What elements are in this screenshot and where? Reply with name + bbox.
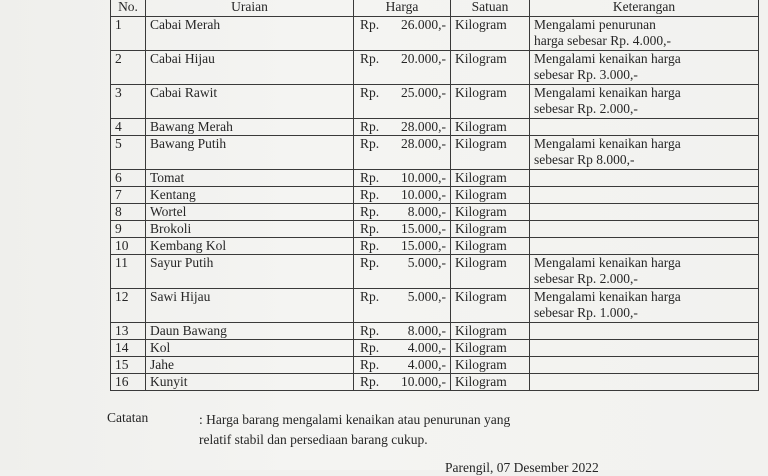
row-price [354,85,451,119]
row-currency: Rp. [360,238,380,253]
row-unit: Kilogram [451,51,530,85]
row-price [354,289,451,323]
row-price [354,136,451,170]
row-price [354,221,451,238]
row-note-line1: Mengalami kenaikan harga [534,51,681,66]
table-row [111,357,759,374]
row-no: 3 [111,85,146,119]
row-no: 16 [111,374,146,391]
row-currency: Rp. [360,289,380,304]
row-no: 6 [111,170,146,187]
row-item: Sayur Putih [146,255,354,289]
row-price-value: 28.000,- [401,119,446,134]
row-note-line2: sebesar Rp. 2.000,- [534,271,638,286]
row-note-line2: sebesar Rp. 2.000,- [534,101,638,116]
header-note: Keterangan [530,0,759,17]
row-note [530,323,759,340]
row-price [354,17,451,51]
row-no: 14 [111,340,146,357]
row-price [354,374,451,391]
row-price-value: 4.000,- [407,357,446,372]
header-item: Uraian [146,0,354,17]
row-price [354,323,451,340]
table-row [111,17,759,51]
row-item: Bawang Putih [146,136,354,170]
row-unit: Kilogram [451,119,530,136]
row-price [354,51,451,85]
row-note [530,187,759,204]
row-currency: Rp. [360,340,380,355]
table-row [111,204,759,221]
place-date: Parengil, 07 Desember 2022 [445,460,599,475]
row-currency: Rp. [360,85,380,100]
row-item: Cabai Hijau [146,51,354,85]
row-unit: Kilogram [451,187,530,204]
row-item: Cabai Rawit [146,85,354,119]
row-no: 11 [111,255,146,289]
row-item: Kembang Kol [146,238,354,255]
row-price-value: 4.000,- [407,340,446,355]
row-note [530,357,759,374]
table-row [111,170,759,187]
header-price: Harga [354,0,451,17]
row-unit: Kilogram [451,17,530,51]
row-unit: Kilogram [451,221,530,238]
row-price-value: 10.000,- [401,187,446,202]
table-row [111,85,759,119]
row-unit: Kilogram [451,136,530,170]
row-price-value: 20.000,- [401,51,446,66]
row-no: 9 [111,221,146,238]
row-price-value: 28.000,- [401,136,446,151]
row-currency: Rp. [360,119,380,134]
row-price [354,170,451,187]
note-label: Catatan [107,410,149,425]
row-currency: Rp. [360,170,380,185]
row-unit: Kilogram [451,204,530,221]
row-unit: Kilogram [451,357,530,374]
header-no: No. [111,0,146,17]
row-note [530,340,759,357]
row-unit: Kilogram [451,255,530,289]
row-item: Tomat [146,170,354,187]
table-row [111,51,759,85]
row-price-value: 25.000,- [401,85,446,100]
row-note-line2: sebesar Rp. 1.000,- [534,305,638,320]
row-note [530,221,759,238]
row-note-line2: harga sebesar Rp. 4.000,- [534,33,671,48]
row-unit: Kilogram [451,323,530,340]
price-table [110,0,759,391]
row-note [530,17,759,51]
row-item: Daun Bawang [146,323,354,340]
note-text: : Harga barang mengalami kenaikan atau penurunan yang relatif stabil dan persediaan barang cukup. [199,412,511,447]
row-no: 1 [111,17,146,51]
row-price-value: 15.000,- [401,221,446,236]
row-note-line1: Mengalami kenaikan harga [534,85,681,100]
table-row [111,374,759,391]
row-no: 15 [111,357,146,374]
row-no: 4 [111,119,146,136]
row-unit: Kilogram [451,85,530,119]
row-price [354,204,451,221]
row-no: 2 [111,51,146,85]
row-price-value: 8.000,- [407,323,446,338]
row-currency: Rp. [360,374,380,389]
table-row [111,255,759,289]
row-currency: Rp. [360,357,380,372]
row-item: Jahe [146,357,354,374]
row-no: 7 [111,187,146,204]
row-unit: Kilogram [451,170,530,187]
row-note [530,204,759,221]
row-price [354,238,451,255]
row-unit: Kilogram [451,340,530,357]
row-note-line1: Mengalami penurunan [534,17,656,32]
row-no: 13 [111,323,146,340]
row-no: 8 [111,204,146,221]
row-note-line1: Mengalami kenaikan harga [534,255,681,270]
row-item: Kunyit [146,374,354,391]
table-header-row [111,0,759,17]
row-item: Sawi Hijau [146,289,354,323]
row-price-value: 26.000,- [401,17,446,32]
row-no: 10 [111,238,146,255]
row-note [530,374,759,391]
table-row [111,238,759,255]
table-row [111,187,759,204]
row-currency: Rp. [360,255,380,270]
table-row [111,340,759,357]
row-note [530,85,759,119]
row-item: Kentang [146,187,354,204]
row-item: Wortel [146,204,354,221]
row-item: Cabai Merah [146,17,354,51]
row-price-value: 5.000,- [407,289,446,304]
row-no: 12 [111,289,146,323]
row-unit: Kilogram [451,374,530,391]
table-row [111,136,759,170]
row-currency: Rp. [360,323,380,338]
row-note [530,289,759,323]
row-note-line2: sebesar Rp 8.000,- [534,152,635,167]
row-item: Bawang Merah [146,119,354,136]
row-note-line1: Mengalami kenaikan harga [534,136,681,151]
row-no: 5 [111,136,146,170]
row-price [354,119,451,136]
row-price [354,340,451,357]
row-note [530,119,759,136]
row-price-value: 5.000,- [407,255,446,270]
table-row [111,289,759,323]
row-price-value: 15.000,- [401,238,446,253]
row-unit: Kilogram [451,289,530,323]
row-note [530,238,759,255]
row-note [530,51,759,85]
row-currency: Rp. [360,221,380,236]
table-row [111,119,759,136]
row-price [354,255,451,289]
header-unit: Satuan [451,0,530,17]
row-note [530,136,759,170]
row-currency: Rp. [360,204,380,219]
row-item: Brokoli [146,221,354,238]
row-price-value: 10.000,- [401,374,446,389]
row-price-value: 8.000,- [407,204,446,219]
row-note [530,255,759,289]
row-note-line1: Mengalami kenaikan harga [534,289,681,304]
row-item: Kol [146,340,354,357]
row-unit: Kilogram [451,238,530,255]
row-price-value: 10.000,- [401,170,446,185]
table-row [111,323,759,340]
table-row [111,221,759,238]
row-note [530,170,759,187]
row-price [354,357,451,374]
row-currency: Rp. [360,187,380,202]
row-currency: Rp. [360,136,380,151]
row-price [354,187,451,204]
row-currency: Rp. [360,51,380,66]
row-currency: Rp. [360,17,380,32]
row-note-line2: sebesar Rp. 3.000,- [534,67,638,82]
